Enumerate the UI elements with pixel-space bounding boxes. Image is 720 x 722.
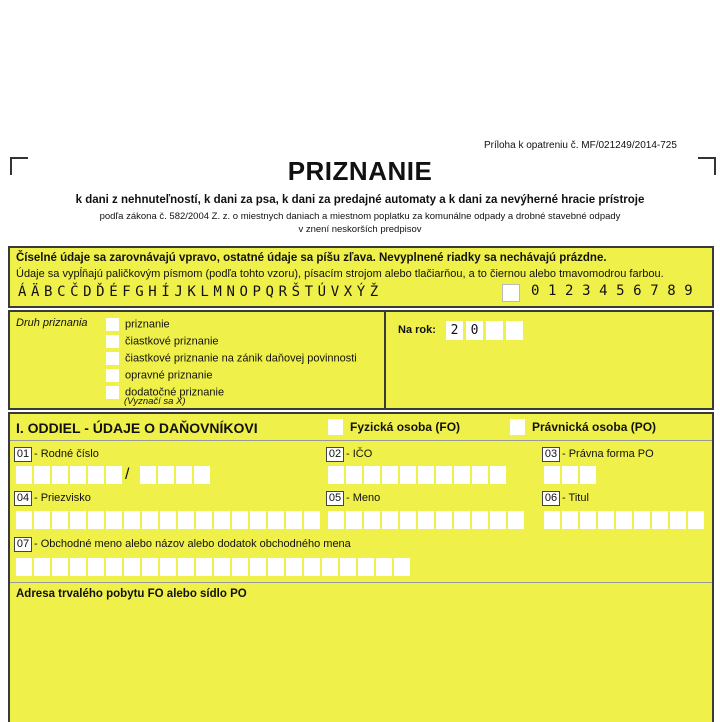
instructions-panel [8,246,714,308]
char-cell[interactable] [70,558,86,576]
char-cell[interactable] [16,511,32,529]
panel-divider [384,312,386,408]
char-cell[interactable] [472,511,488,529]
char-cell[interactable] [70,466,86,484]
field-number: 01 [14,447,32,462]
option-label: čiastkové priznanie na zánik daňovej povinnosti [125,352,357,365]
char-cell[interactable] [472,466,488,484]
char-cell[interactable] [106,558,122,576]
option-label: čiastkové priznanie [125,335,219,348]
field-number: 05 [326,491,344,506]
field-label-title: - Titul [562,492,589,504]
char-cell[interactable] [400,466,416,484]
mark-hint: (Vyznačí sa X) [124,396,186,407]
birth-number-separator: / [125,466,130,483]
char-cell[interactable] [436,511,452,529]
char-cell[interactable] [232,511,248,529]
char-cell[interactable] [286,558,302,576]
form-title: PRIZNANIE [287,156,433,186]
char-cell[interactable] [16,558,32,576]
char-cell[interactable] [382,466,398,484]
checkbox[interactable] [106,335,119,348]
checkbox[interactable] [510,419,525,435]
char-cell[interactable] [34,466,50,484]
option-label: Fyzická osoba (FO) [350,420,461,434]
instructions-text: Údaje sa vypĺňajú paličkovým písmom (podľa tohto vzoru), písacím strojom alebo tlačiarňou, a to čiernou alebo tmavomodrou farbou. [16,268,664,280]
form-subtitle: k dani z nehnuteľností, k dani za psa, k dani za predajné automaty a k dani za nevýherné hracie prístroje [75,194,645,206]
char-cell[interactable] [16,466,32,484]
char-cell[interactable] [124,511,140,529]
char-cell[interactable] [364,466,380,484]
option-legal-person[interactable] [532,420,656,434]
field-label-ico: - IČO [346,448,373,460]
char-cell[interactable] [176,466,192,484]
char-cell[interactable] [490,511,506,529]
char-cell[interactable] [616,511,632,529]
char-cell[interactable] [346,511,362,529]
option-corrective[interactable] [106,369,212,382]
year-label: Na rok: [398,324,436,336]
section-title: I. ODDIEL - ÚDAJE O DAŇOVNÍKOVI [16,420,258,436]
char-cell[interactable] [88,558,104,576]
letter-sample: ÁÄBCČDĎÉFGHÍJKLMNOPQRŠTÚVXÝŽ [18,284,383,300]
char-cell[interactable] [52,558,68,576]
char-cell[interactable] [268,511,284,529]
field-label-first-name: - Meno [346,492,381,504]
option-priznanie[interactable] [106,318,170,331]
char-cell[interactable] [358,558,374,576]
section-taxpayer [8,412,714,722]
law-reference: podľa zákona č. 582/2004 Z. z. o miestnych daniach a miestnom poplatku za komunálne odpady a drobné stavebné odpady [99,211,621,222]
field-label-legal-form: - Právna forma PO [562,448,654,460]
field-number: 07 [14,537,32,552]
char-cell[interactable] [322,558,338,576]
address-heading: Adresa trvalého pobytu FO alebo sídlo PO [16,588,247,600]
year-digit-box[interactable] [506,321,523,340]
char-cell[interactable] [508,511,524,529]
char-cell[interactable] [376,558,392,576]
char-cell[interactable] [194,466,210,484]
option-label: Právnická osoba (PO) [532,420,657,434]
checkbox[interactable] [328,419,343,435]
char-cell[interactable] [364,511,380,529]
char-cell[interactable] [124,558,140,576]
char-cell[interactable] [304,558,320,576]
char-cell[interactable] [670,511,686,529]
option-natural-person[interactable] [350,420,460,434]
checkbox[interactable] [106,352,119,365]
char-cell[interactable] [178,558,194,576]
instructions-bold: Číselné údaje sa zarovnávajú vpravo, ostatné údaje sa píšu zľava. Nevyplnené riadky sa nechávajú prázdne. [16,252,607,264]
year-digit-box[interactable]: 0 [466,321,483,340]
divider [10,582,712,583]
field-label-business-name: - Obchodné meno alebo názov alebo dodatok obchodného mena [34,538,351,550]
char-cell[interactable] [106,511,122,529]
char-cell[interactable] [158,466,174,484]
option-label: priznanie [125,318,170,331]
field-number: 02 [326,447,344,462]
char-cell[interactable] [232,558,248,576]
char-cell[interactable] [88,511,104,529]
char-cell[interactable] [178,511,194,529]
char-cell[interactable] [214,511,230,529]
char-cell[interactable] [304,511,320,529]
char-cell[interactable] [214,558,230,576]
digit-sample: 0123456789 [531,283,702,299]
field-number: 03 [542,447,560,462]
declaration-type-panel [8,310,714,410]
option-label: dodatočné priznanie [125,386,225,399]
char-cell[interactable] [580,511,596,529]
char-cell[interactable] [562,466,578,484]
char-cell[interactable] [34,511,50,529]
char-cell[interactable] [382,511,398,529]
char-cell[interactable] [340,558,356,576]
char-cell[interactable] [328,466,344,484]
char-cell[interactable] [562,511,578,529]
char-cell[interactable] [688,511,704,529]
char-cell[interactable] [70,511,86,529]
law-reference-suffix: v znení neskorších predpisov [298,224,422,235]
char-cell[interactable] [544,466,560,484]
char-cell[interactable] [634,511,650,529]
char-cell[interactable] [286,511,302,529]
char-cell[interactable] [580,466,596,484]
char-cell[interactable] [544,511,560,529]
char-cell[interactable] [106,466,122,484]
field-number: 06 [542,491,560,506]
field-number: 04 [14,491,32,506]
char-cell[interactable] [88,466,104,484]
year-digit-box[interactable] [486,321,503,340]
field-label-surname: - Priezvisko [34,492,91,504]
char-cell[interactable] [196,558,212,576]
declaration-type-label: Druh priznania [16,317,88,329]
option-partial[interactable] [106,335,219,348]
char-cell[interactable] [250,511,266,529]
option-partial-termination[interactable] [106,352,357,365]
char-cell[interactable] [454,511,470,529]
char-cell[interactable] [328,511,344,529]
checkbox[interactable] [106,318,119,331]
char-cell[interactable] [400,511,416,529]
char-cell[interactable] [454,466,470,484]
char-cell[interactable] [34,558,50,576]
annex-reference: Príloha k opatreniu č. MF/021249/2014-725 [484,140,677,151]
checkbox[interactable] [106,386,119,399]
checkbox[interactable] [106,369,119,382]
field-label-birth-number: - Rodné číslo [34,448,99,460]
char-cell[interactable] [418,466,434,484]
char-cell[interactable] [490,466,506,484]
char-cell[interactable] [394,558,410,576]
char-cell[interactable] [250,558,266,576]
option-label: opravné priznanie [125,369,213,382]
char-cell[interactable] [160,511,176,529]
divider [10,440,712,441]
char-cell[interactable] [52,511,68,529]
char-cell[interactable] [142,511,158,529]
char-cell[interactable] [346,466,362,484]
char-cell[interactable] [436,466,452,484]
char-cell[interactable] [268,558,284,576]
char-cell[interactable] [652,511,668,529]
char-cell[interactable] [52,466,68,484]
char-cell[interactable] [160,558,176,576]
sample-blank-box [502,284,520,302]
char-cell[interactable] [598,511,614,529]
char-cell[interactable] [418,511,434,529]
char-cell[interactable] [140,466,156,484]
char-cell[interactable] [196,511,212,529]
char-cell[interactable] [142,558,158,576]
year-digit-box[interactable]: 2 [446,321,463,340]
